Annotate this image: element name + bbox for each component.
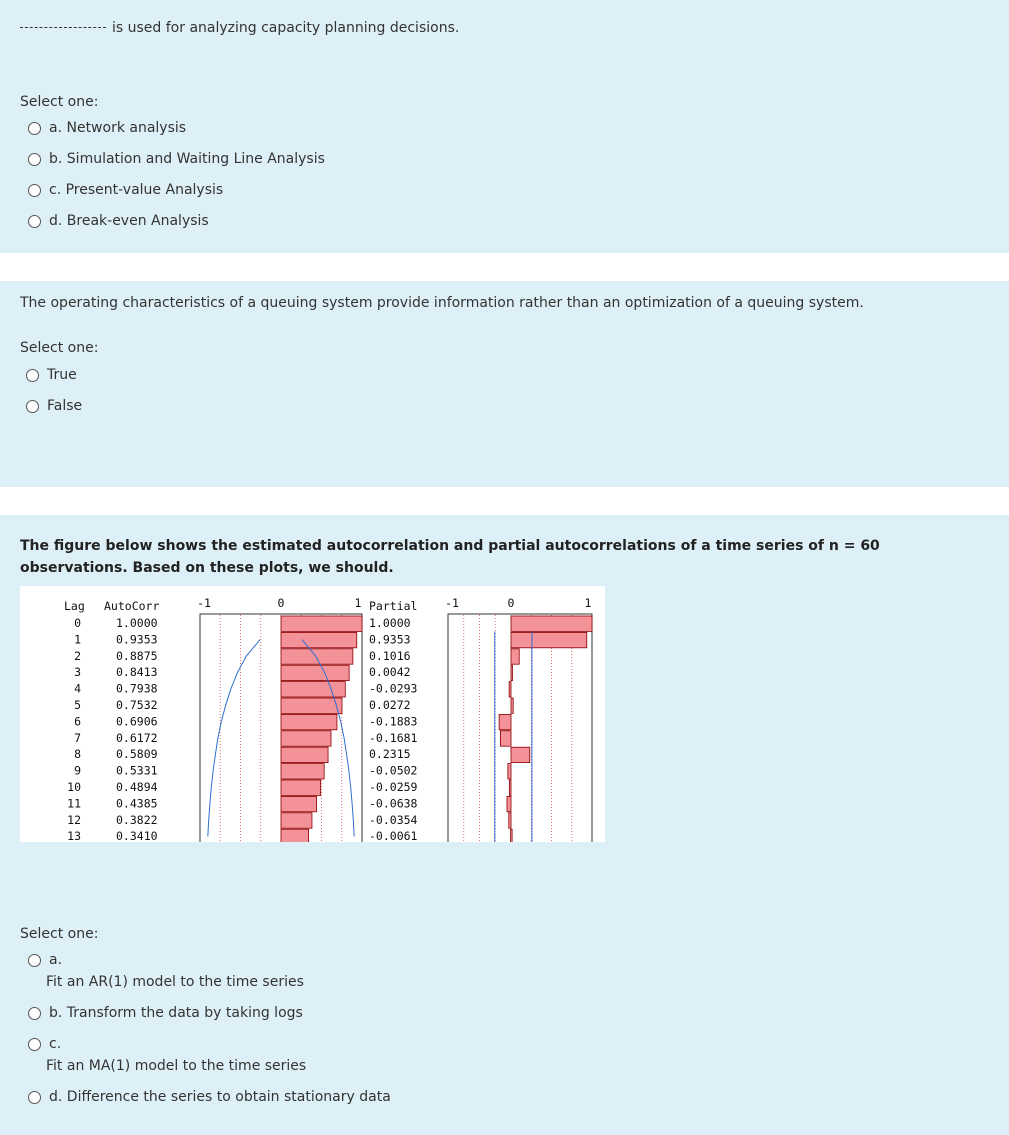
lag-label: 1 <box>74 632 81 647</box>
pacf-value-label: 0.2315 <box>369 747 411 762</box>
option-b[interactable]: b. Transform the data by taking logs <box>28 1005 303 1021</box>
lag-label: 0 <box>74 616 81 630</box>
pacf-bar <box>509 682 511 697</box>
acf-bar <box>281 829 309 842</box>
radio-icon[interactable] <box>28 1091 41 1104</box>
pacf-value-label: -0.0259 <box>369 780 418 794</box>
option-true[interactable]: True <box>26 367 77 383</box>
acf-value-label: 1.0000 <box>116 616 158 630</box>
pacf-bar <box>511 665 513 680</box>
pacf-value-label: 0.0272 <box>369 698 411 712</box>
acf-value-label: 0.9353 <box>116 632 158 647</box>
lag-label: 13 <box>67 829 81 842</box>
pacf-bar <box>511 649 519 664</box>
acf-tick-label: 0 <box>277 596 285 610</box>
radio-icon[interactable] <box>28 122 41 135</box>
acf-bar <box>281 616 362 631</box>
acf-header: AutoCorr <box>104 599 160 613</box>
pacf-tick-label: 0 <box>507 596 515 610</box>
pacf-bar <box>508 764 511 779</box>
pacf-panel-frame <box>448 614 592 842</box>
acf-bar <box>281 813 312 828</box>
radio-icon[interactable] <box>28 1007 41 1020</box>
radio-icon[interactable] <box>28 184 41 197</box>
option-d[interactable]: d. Break-even Analysis <box>28 213 209 229</box>
pacf-value-label: 0.1016 <box>369 648 411 663</box>
pacf-value-label: -0.0293 <box>369 681 418 696</box>
question-2-text: The operating characteristics of a queuing system provide information rather than an optimization of a queuing system. <box>20 295 864 311</box>
pacf-value-label: 0.0042 <box>369 665 411 680</box>
lag-label: 7 <box>74 730 81 745</box>
pacf-value-label: -0.0061 <box>369 829 418 842</box>
pacf-value-label: -0.0502 <box>369 763 418 778</box>
acf-bar <box>281 665 349 680</box>
acf-value-label: 0.5331 <box>116 763 158 778</box>
lag-label: 8 <box>74 747 81 762</box>
lag-label: 10 <box>67 780 81 794</box>
acf-value-label: 0.4894 <box>116 780 158 794</box>
question-3-text: The figure below shows the estimated autocorrelation and partial autocorrelations of a time series of n = 60 observations. Based on these plots, we should. <box>20 538 880 576</box>
acf-pacf-figure <box>20 586 605 842</box>
lag-header: Lag <box>64 599 85 613</box>
radio-icon[interactable] <box>26 400 39 413</box>
acf-value-label: 0.8875 <box>116 648 158 663</box>
pacf-bar <box>507 796 511 811</box>
lag-label: 4 <box>74 681 81 696</box>
pacf-bar <box>500 731 511 746</box>
radio-icon[interactable] <box>28 1038 41 1051</box>
lag-label: 9 <box>74 763 81 778</box>
pacf-bar <box>511 616 592 631</box>
pacf-bar <box>511 632 587 647</box>
pacf-bar <box>509 780 511 795</box>
acf-bar <box>281 780 321 795</box>
radio-icon[interactable] <box>28 153 41 166</box>
acf-tick-label: 1 <box>354 596 362 610</box>
radio-icon[interactable] <box>28 215 41 228</box>
option-b[interactable]: b. Simulation and Waiting Line Analysis <box>28 151 325 167</box>
question-1-card <box>0 0 1009 253</box>
pacf-bar <box>499 714 511 729</box>
pacf-tick-label: 1 <box>584 596 592 610</box>
lag-label: 12 <box>67 812 81 827</box>
pacf-value-label: 1.0000 <box>369 616 411 630</box>
acf-bar <box>281 747 328 762</box>
option-d[interactable]: d. Difference the series to obtain stationary data <box>28 1089 391 1105</box>
acf-value-label: 0.7532 <box>116 698 158 712</box>
acf-bar <box>281 698 342 713</box>
acf-value-label: 0.3822 <box>116 812 158 827</box>
lag-label: 3 <box>74 665 81 680</box>
acf-bar <box>281 649 353 664</box>
lag-label: 2 <box>74 648 81 663</box>
acf-bar <box>281 682 345 697</box>
pacf-header: Partial <box>369 599 418 613</box>
pacf-value-label: -0.0354 <box>369 812 418 827</box>
lag-label: 11 <box>67 796 81 811</box>
acf-pacf-chart <box>20 586 605 842</box>
acf-bar <box>281 764 324 779</box>
acf-bar <box>281 714 337 729</box>
acf-tick-label: -1 <box>197 596 211 610</box>
select-one-label: Select one: <box>20 94 99 110</box>
option-a-text: Fit an AR(1) model to the time series <box>46 974 304 990</box>
fill-blank <box>20 27 106 28</box>
option-a[interactable]: a. <box>28 952 62 968</box>
acf-value-label: 0.4385 <box>116 796 158 811</box>
acf-value-label: 0.7938 <box>116 681 158 696</box>
question-1-text: is used for analyzing capacity planning decisions. <box>20 20 459 36</box>
lag-label: 6 <box>74 714 81 729</box>
pacf-tick-label: -1 <box>445 596 459 610</box>
lag-label: 5 <box>74 698 81 712</box>
pacf-bar <box>511 698 513 713</box>
option-a[interactable]: a. Network analysis <box>28 120 186 136</box>
radio-icon[interactable] <box>26 369 39 382</box>
acf-value-label: 0.8413 <box>116 665 158 680</box>
option-c[interactable]: c. Present-value Analysis <box>28 182 223 198</box>
option-c-text: Fit an MA(1) model to the time series <box>46 1058 307 1074</box>
acf-bar <box>281 796 317 811</box>
acf-bar <box>281 731 331 746</box>
pacf-bar <box>509 813 511 828</box>
acf-value-label: 0.3410 <box>116 829 158 842</box>
pacf-value-label: -0.0638 <box>369 796 418 811</box>
acf-value-label: 0.6906 <box>116 714 158 729</box>
select-one-label: Select one: <box>20 340 99 356</box>
acf-bar <box>281 632 357 647</box>
pacf-bar <box>511 829 513 842</box>
select-one-label: Select one: <box>20 926 99 942</box>
option-false[interactable]: False <box>26 398 82 414</box>
option-c[interactable]: c. <box>28 1036 61 1052</box>
question-2-card <box>0 281 1009 487</box>
acf-value-label: 0.5809 <box>116 747 158 762</box>
radio-icon[interactable] <box>28 954 41 967</box>
acf-value-label: 0.6172 <box>116 730 158 745</box>
pacf-value-label: -0.1883 <box>369 714 418 729</box>
pacf-bar <box>511 747 530 762</box>
pacf-value-label: -0.1681 <box>369 730 418 745</box>
pacf-value-label: 0.9353 <box>369 632 411 647</box>
